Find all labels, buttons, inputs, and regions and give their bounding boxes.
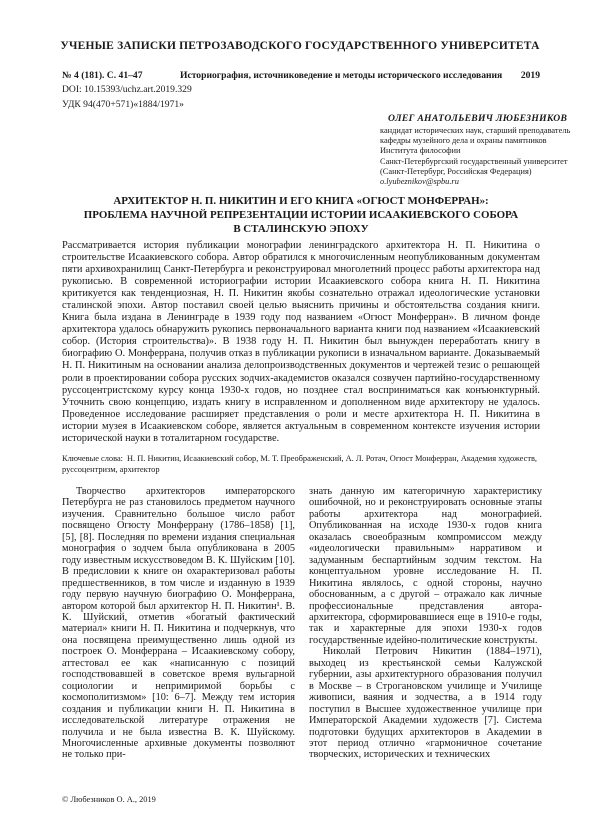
author-position: кандидат исторических наук, старший преподаватель кафедры музейного дела и охраны памятников Института философии [380,126,571,156]
issue-number: № 4 (181). С. 41–47 [62,70,143,81]
body-column-left [62,486,295,761]
body-column-right [309,486,542,761]
copyright: © Любезников О. А., 2019 [62,795,156,804]
author-university: Санкт-Петербургский государственный университет (Санкт-Петербург, Российская Федерация) [380,156,568,176]
keywords-list: Н. П. Никитин, Исаакиевский собор, М. Т. Преображенский, А. Л. Ротач, Огюст Монферран, Академия художеств, руссоцентризм, архитектор [62,454,538,474]
journal-title: УЧЕНЫЕ ЗАПИСКИ ПЕТРОЗАВОДСКОГО ГОСУДАРСТВЕННОГО УНИВЕРСИТЕТА [60,40,540,52]
author-email: o.lyubeznikov@spbu.ru [380,177,459,187]
article-title-line-1: АРХИТЕКТОР Н. П. НИКИТИН И ЕГО КНИГА «ОГЮСТ МОНФЕРРАН»: [113,195,489,207]
abstract [62,240,540,445]
article-title-line-2: ПРОБЛЕМА НАУЧНОЙ РЕПРЕЗЕНТАЦИИ ИСТОРИИ ИСААКИЕВСКОГО СОБОРА [83,209,519,221]
udk-code: УДК 94(470+571)«1884/1971» [62,99,184,110]
author-affiliation [380,126,585,187]
journal-section: Историография, источниковедение и методы исторического исследования [180,70,503,81]
doi: DOI: 10.15393/uchz.art.2019.329 [62,84,192,95]
body-paragraph: Творчество архитекторов императорского Петербурга не раз становилось предметом научного изучения. Сравнительно большое число работ посвящено Огюсту Монферрану (1786–1858) [1], [5], [8]. Последняя по времени издания специальная монография о зодчем была опубликована в 2005 году известным искусствоведом В. К. Шуйским [10]. В предисловии к книге он охарактеризовал работы предшественников, в том числе и изданную в 1939 году первую научную биографию О. Монферрана, автором которой был архитектор Н. П. Никитин¹. В. К. Шуйский, отметив «богатый фактический материал» книги Н. П. Никитина и подчеркнув, что она посвящена преимущественно лишь одной из построек О. Монферрана – Исаакиевскому собору, аттестовал ее как «написанную с позиций господствовавшей в советское время вульгарной социологии и непримиримой борьбы с космополитизмом» [10: 6–7]. Между тем история создания и публикации книги Н. П. Никитина в исследовательской литературе отражения не получила и не была известна В. К. Шуйскому. Многочисленные архивные документы позволяют не только при- [62,486,295,761]
article-title [62,194,540,236]
issue-year: 2019 [520,70,540,81]
body-paragraph-continued: знать данную им категоричную характеристику ошибочной, но и реконструировать основные этапы работы архитектора над монографией. Опубликованная на исходе 1930-х годов книга оказалась своеобразным компромиссом между «идеологически правильным» нарративом и задуманным беспартийным зодчим текстом. На концептуальном уровне исследование Н. П. Никитина являлось, с одной стороны, научно обоснованным, а с другой – отражало как личные профессиональные представления автора-архитектора, сформировавшиеся еще в 1910-е годы, так и характерные для эпохи 1930-х годов государственные идейно-политические конструкты. [309,486,542,646]
keywords-label: Ключевые слова: [62,454,123,463]
body-paragraph: Николай Петрович Никитин (1884–1971), выходец из крестьянской семьи Калужской губернии, азы архитектурного образования получил в Москве – в Строгановском училище и Училище живописи, ваяния и зодчества, а в 1914 году поступил в Высшее художественное училище при Императорской Академии художеств [7]. Система подготовки будущих архитекторов в Академии в этот период отлично «гармоничное сочетание творческих, исторических и технических [309,646,542,761]
abstract-text: Рассматривается история публикации монографии ленинградского архитектора Н. П. Никитина о строительстве Исаакиевского собора. Автор обратился к многочисленным неопубликованным документам пяти архивохранилищ Санкт-Петербурга и реконструировал многолетний процесс работы архитектора над рукописью. В современной историографии истории Исаакиевского собора книга Н. П. Никитина критикуется как тенденциозная, Н. П. Никитин якобы сознательно отражал идеологические установки сталинской эпохи. Автор поставил своей целью выяснить причины и обстоятельства создания книги. Книга была издана в Ленинграде в 1939 году под названием «Огюст Монферран». В личном фонде архитектора удалось обнаружить рукопись первоначального варианта книги под названием «Исаакиевский собор. (История строительства)». В 1938 году Н. П. Никитин был вынужден переработать книгу в биографию О. Монферрана, получив отказ в публикации рукописи в изначальном варианте. Доказываемый Н. П. Никитиным на основании анализа делопроизводственных документов и чертежей тезис о решающей роли в проектировании собора русских зодчих-академистов оказался созвучен партийно-государственному руссоцентристскому курсу конца 1930-х годов, но позднее стал восприниматься как конъюнктурный. Уточнить свою концепцию, издать книгу в исправленном и дополненном виде архитектору не удалось. Проведенное исследование расширяет представления о роли и месте архитектора Н. П. Никитина в истории музея в Исаакиевском соборе, является актуальным в современном контексте изучения истории исторической науки в тоталитарном государстве. [62,240,540,444]
author-name: ОЛЕГ АНАТОЛЬЕВИЧ ЛЮБЕЗНИКОВ [388,113,568,124]
article-title-line-3: В СТАЛИНСКУЮ ЭПОХУ [233,223,369,235]
keywords [62,453,540,475]
